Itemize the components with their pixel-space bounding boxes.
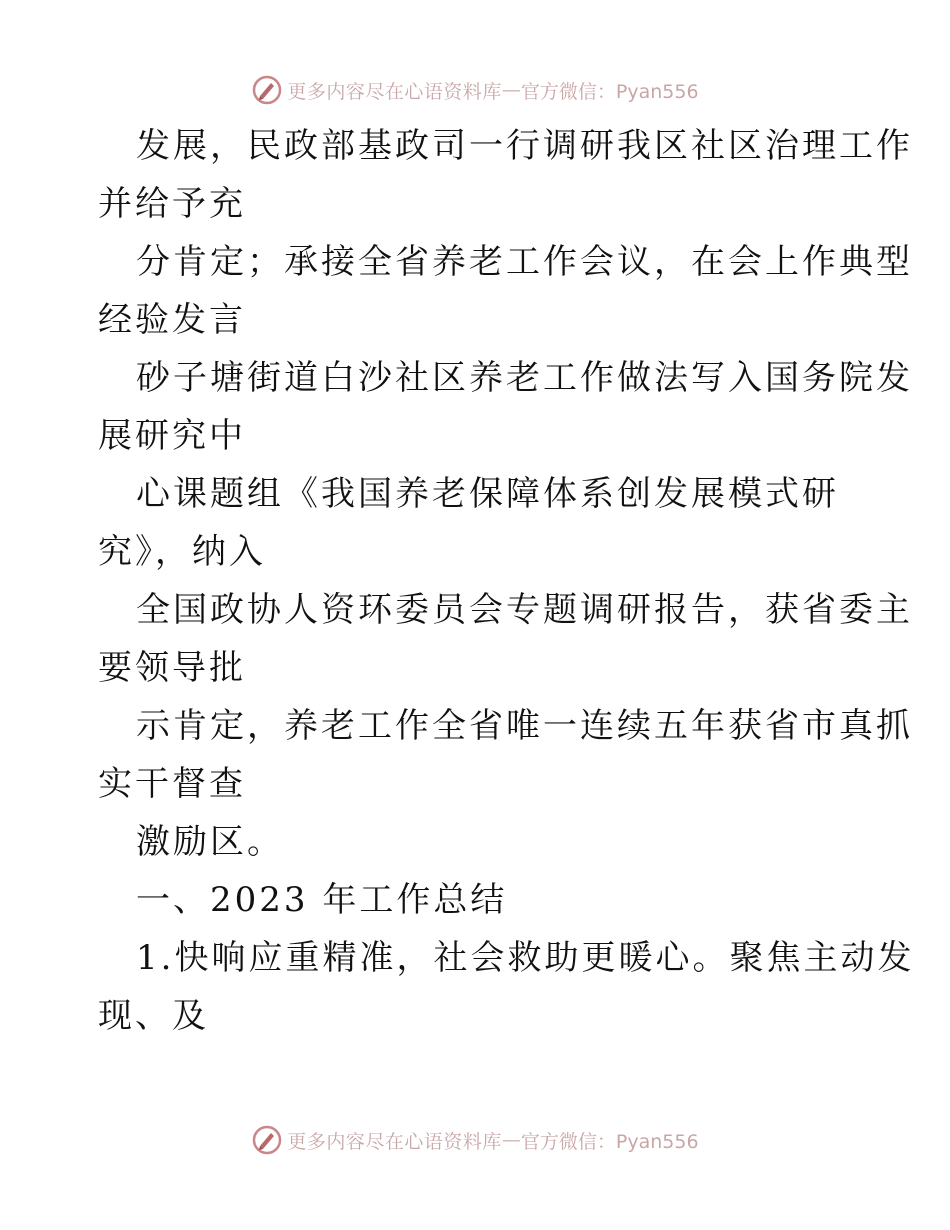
- watermark-contact-text: 官方微信：Pyan556: [520, 80, 699, 103]
- body-line: 心课题组《我国养老保障体系创发展模式研: [136, 474, 839, 514]
- body-line: 展研究中: [98, 416, 246, 456]
- watermark-site-text: 更多内容尽在心语资料库: [287, 80, 502, 103]
- watermark-contact-text: 官方微信：Pyan556: [520, 1130, 699, 1153]
- body-line: 砂子塘街道白沙社区养老工作做法写入国务院发: [136, 358, 913, 398]
- body-line: 发展，民政部基政司一行调研我区社区治理工作: [136, 126, 913, 166]
- watermark-separator: —: [501, 79, 521, 101]
- body-line: 实干督查: [98, 764, 246, 804]
- body-line: 经验发言: [98, 300, 246, 340]
- section-heading: 一、2023 年工作总结: [136, 880, 508, 920]
- footer-watermark: [0, 1123, 950, 1157]
- body-line: 全国政协人资环委员会专题调研报告，获省委主: [136, 590, 913, 630]
- body-line: 要领导批: [98, 648, 246, 688]
- body-line: 现、及: [98, 996, 209, 1036]
- body-line: 分肯定；承接全省养老工作会议，在会上作典型: [136, 242, 913, 282]
- pen-logo-icon: [251, 1124, 283, 1156]
- body-line: 并给予充: [98, 184, 246, 224]
- body-line: 示肯定，养老工作全省唯一连续五年获省市真抓: [136, 706, 913, 746]
- watermark-separator: —: [501, 1129, 521, 1151]
- watermark-site-text: 更多内容尽在心语资料库: [287, 1130, 502, 1153]
- body-line: 究》，纳入: [98, 532, 266, 572]
- body-line: 1.快响应重精准，社会救助更暖心。聚焦主动发: [136, 938, 915, 978]
- body-line: 激励区。: [136, 822, 284, 862]
